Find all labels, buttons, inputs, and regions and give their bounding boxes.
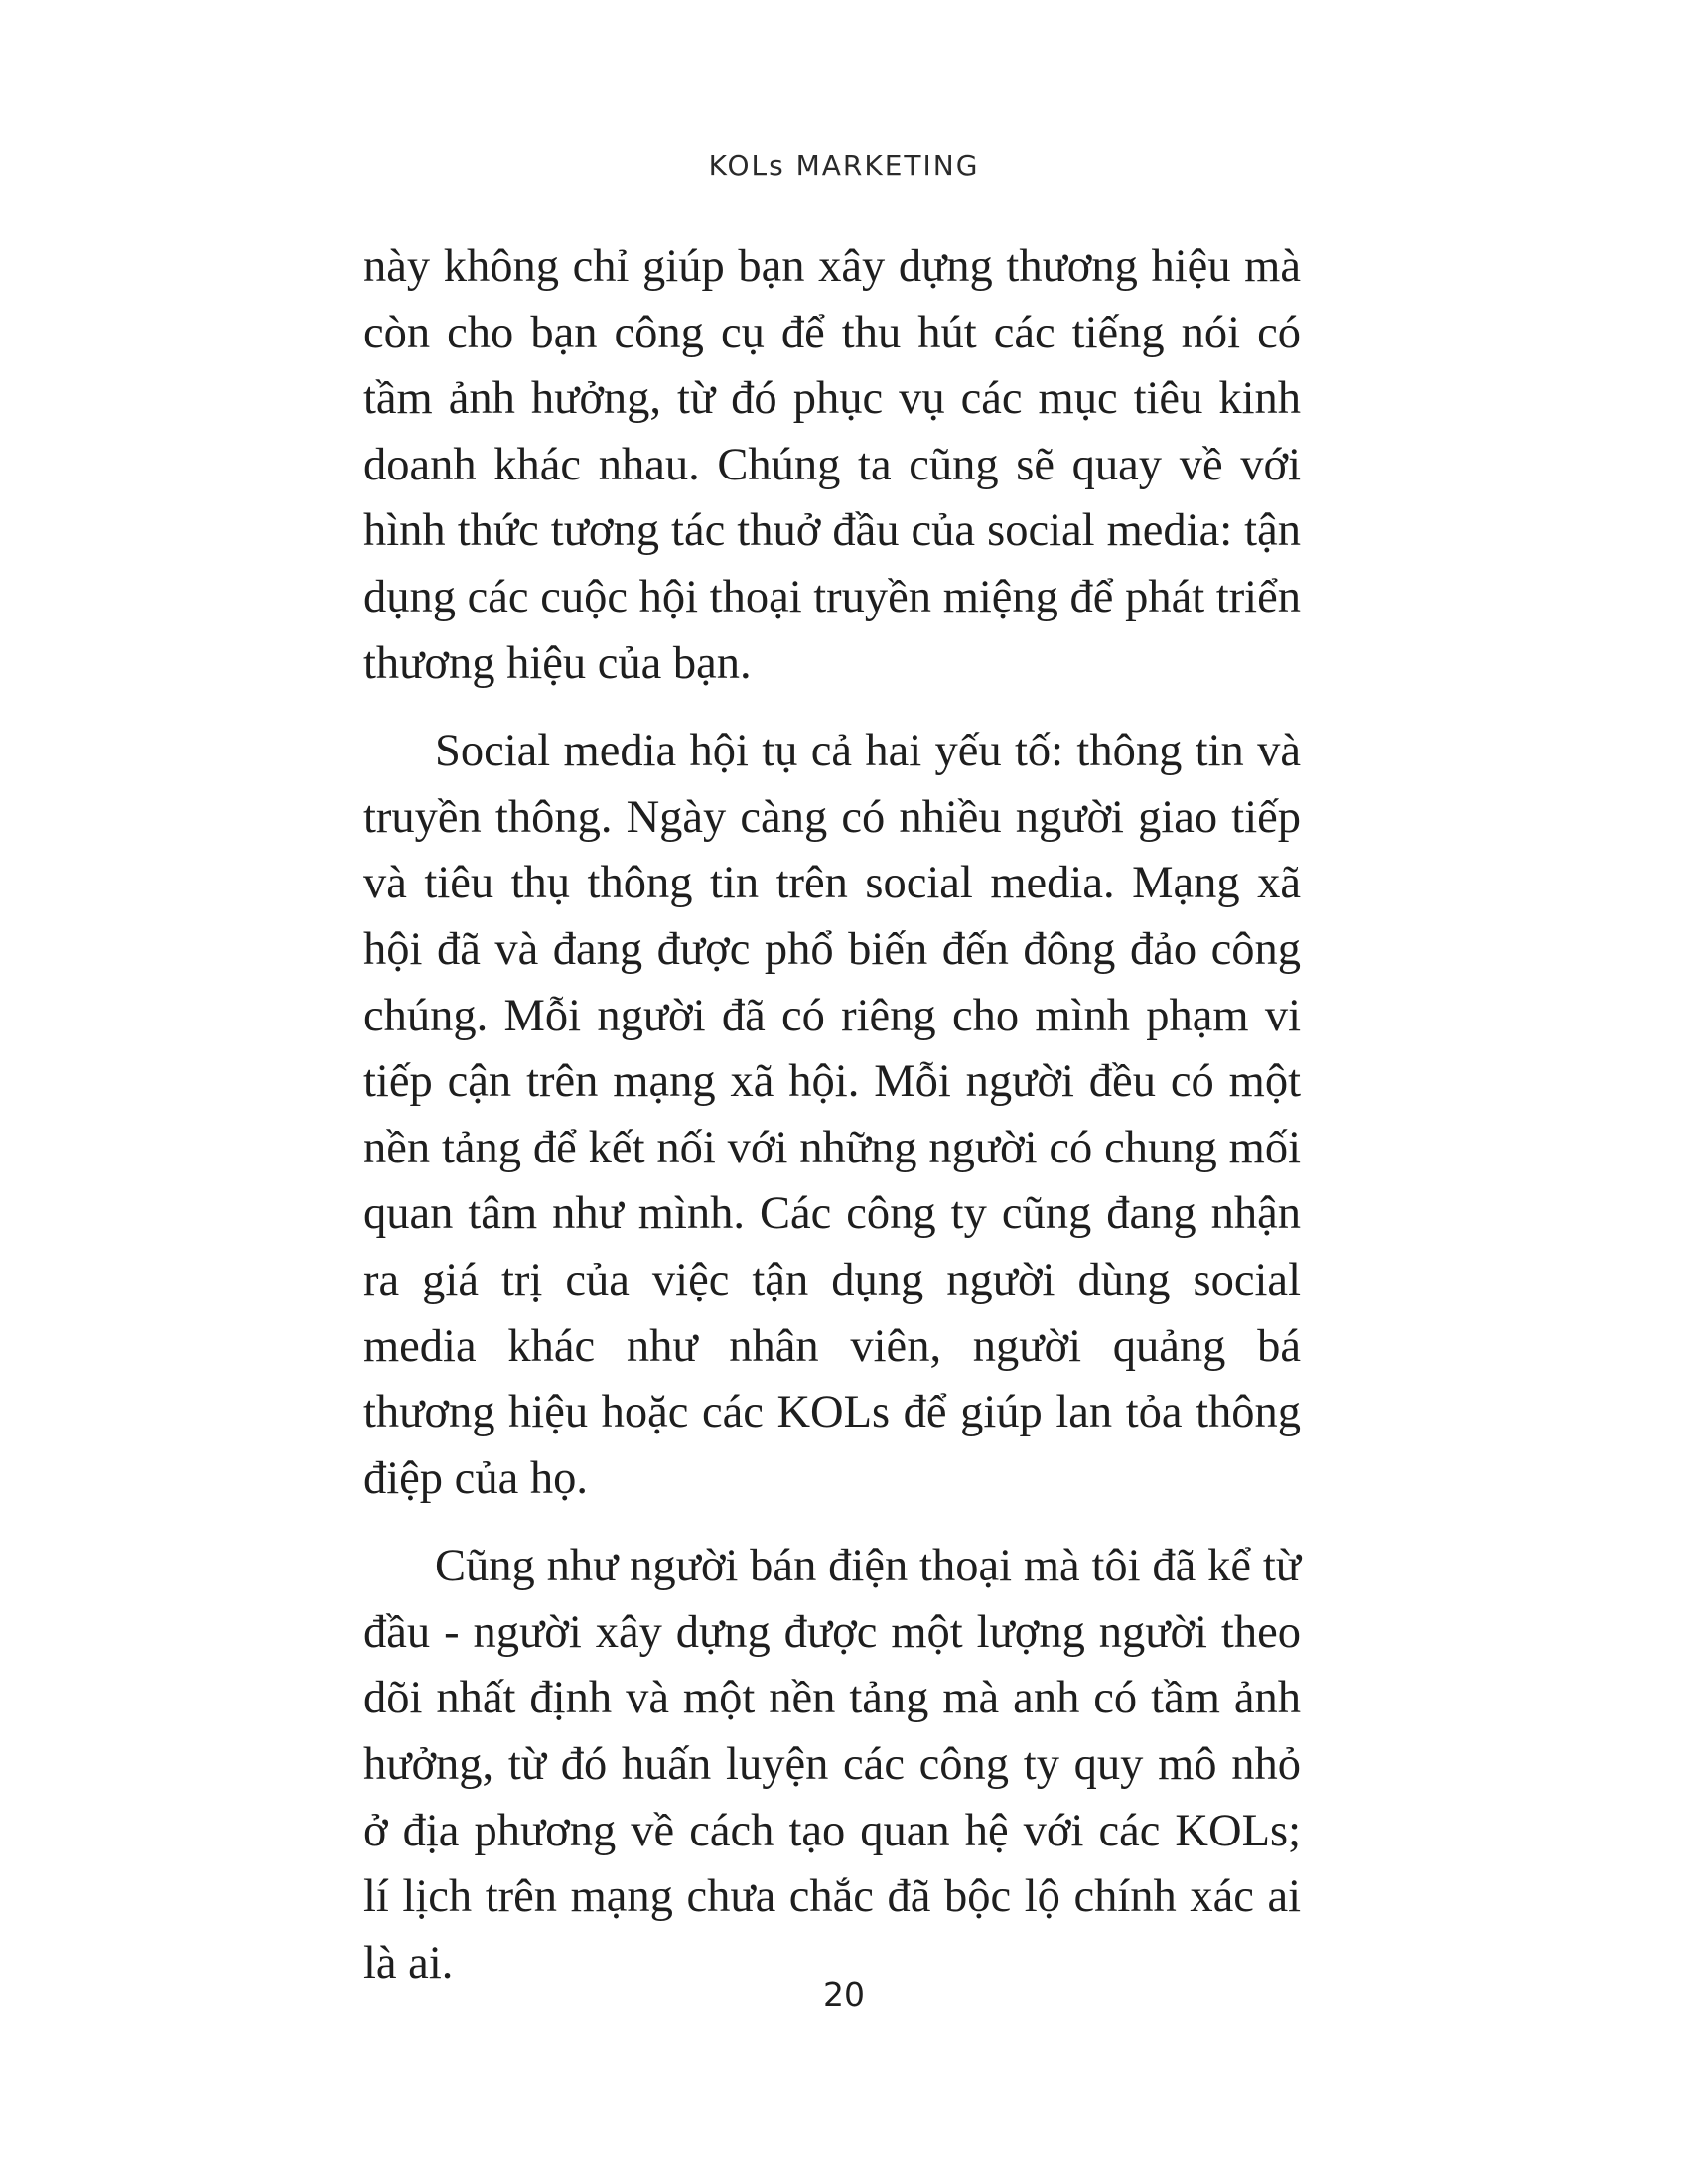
paragraph-continued: này không chỉ giúp bạn xây dựng thương hiệu mà còn cho bạn công cụ để thu hút các tiếng nói có tầm ảnh hưởng, từ đó phục vụ các mục tiêu kinh doanh khác nhau. Chúng ta cũng sẽ quay về với hình thức tương tác thuở đầu của social media: tận dụng các cuộc hội thoại truyền miệng để phát triển thương hiệu của bạn. [363,241,1301,689]
paragraph-social-media: Social media hội tụ cả hai yếu tố: thông tin và truyền thông. Ngày càng có nhiều người giao tiếp và tiêu thụ thông tin trên social media. Mạng xã hội đã và đang được phổ biến đến đông đảo công chúng. Mỗi người đã có riêng cho mình phạm vi tiếp cận trên mạng xã hội. Mỗi người đều có một nền tảng để kết nối với những người có chung mối quan tâm như mình. Các công ty cũng đang nhận ra giá trị của việc tận dụng người dùng social media khác như nhân viên, người quảng bá thương hiệu hoặc các KOLs để giúp lan tỏa thông điệp của họ. [363,726,1301,1504]
running-head-title: KOLs MARKETING [708,149,980,182]
paragraph-phone-seller: Cũng như người bán điện thoại mà tôi đã kể từ đầu - người xây dựng được một lượng người theo dõi nhất định và một nền tảng mà anh có tầm ảnh hưởng, từ đó huấn luyện các công ty quy mô nhỏ ở địa phương về cách tạo quan hệ với các KOLs; lí lịch trên mạng chưa chắc đã bộc lộ chính xác ai là ai. [363,1541,1301,1988]
page-number: 20 [823,1976,865,2014]
body-text [363,234,1301,2018]
